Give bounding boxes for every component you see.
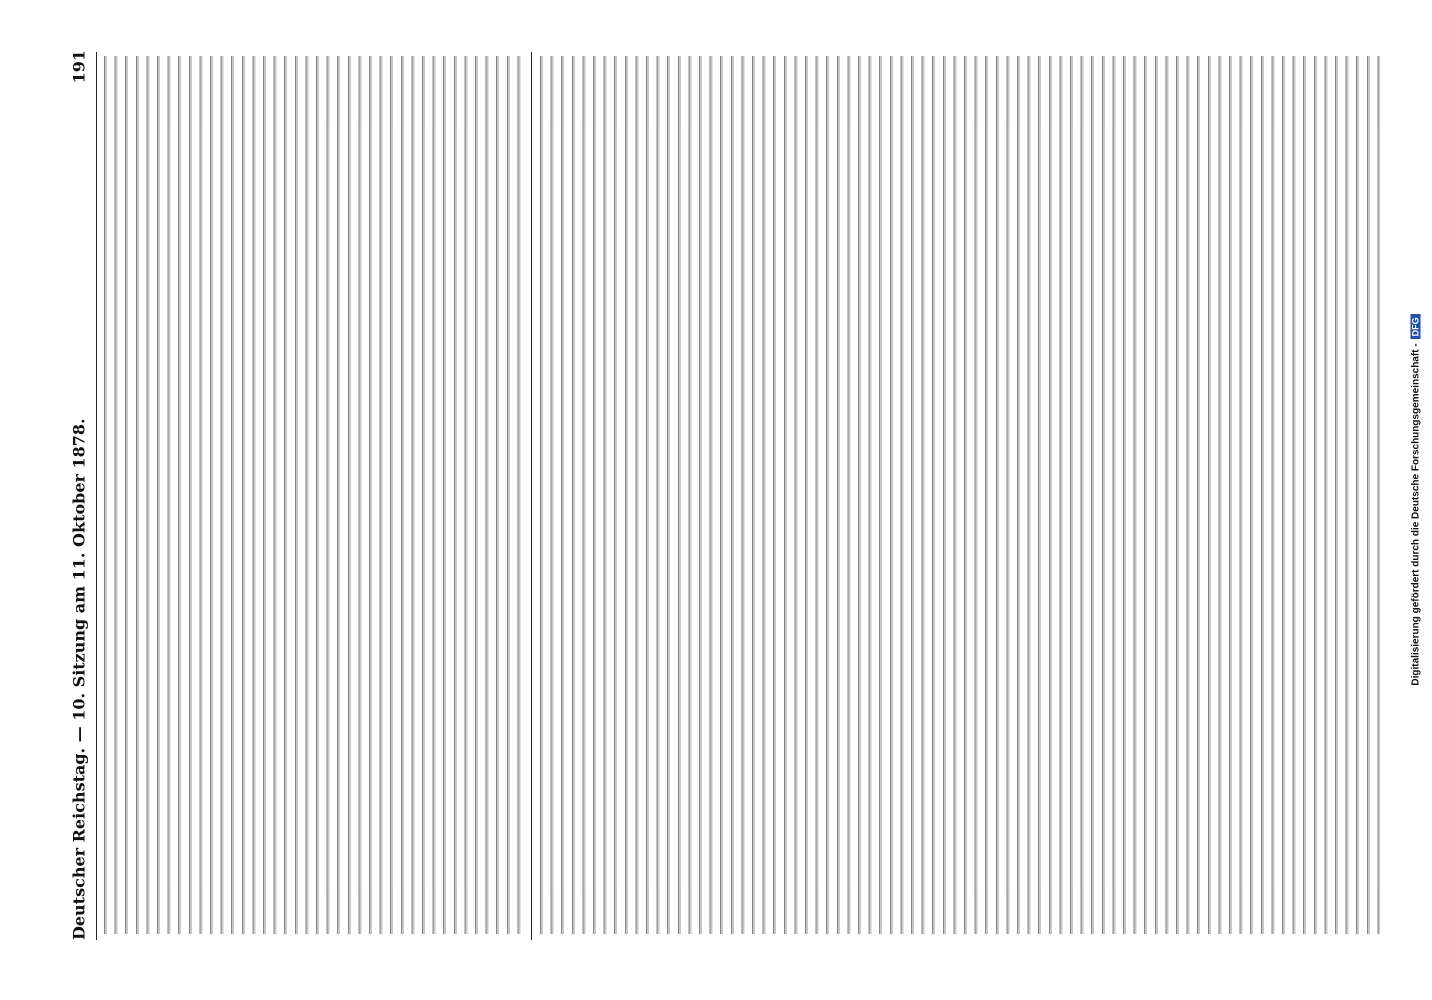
right-column-text-lines [540,50,1380,940]
column-divider [531,52,532,940]
dfg-logo: DFG [1411,314,1421,339]
header-rule [96,52,97,940]
header-title: Deutscher Reichstag. — 10. Sitzung am 11. Oktober 1878. [69,418,89,940]
dfg-credit [1406,0,1426,1000]
left-column-text-lines [104,50,524,940]
right-column [540,50,1380,940]
page-header [66,50,92,940]
credit-text: Digitalisierung gefördert durch die Deutsche Forschungsgemeinschaft - [1410,343,1422,686]
page-number: 191 [69,50,89,84]
left-column [104,50,524,940]
